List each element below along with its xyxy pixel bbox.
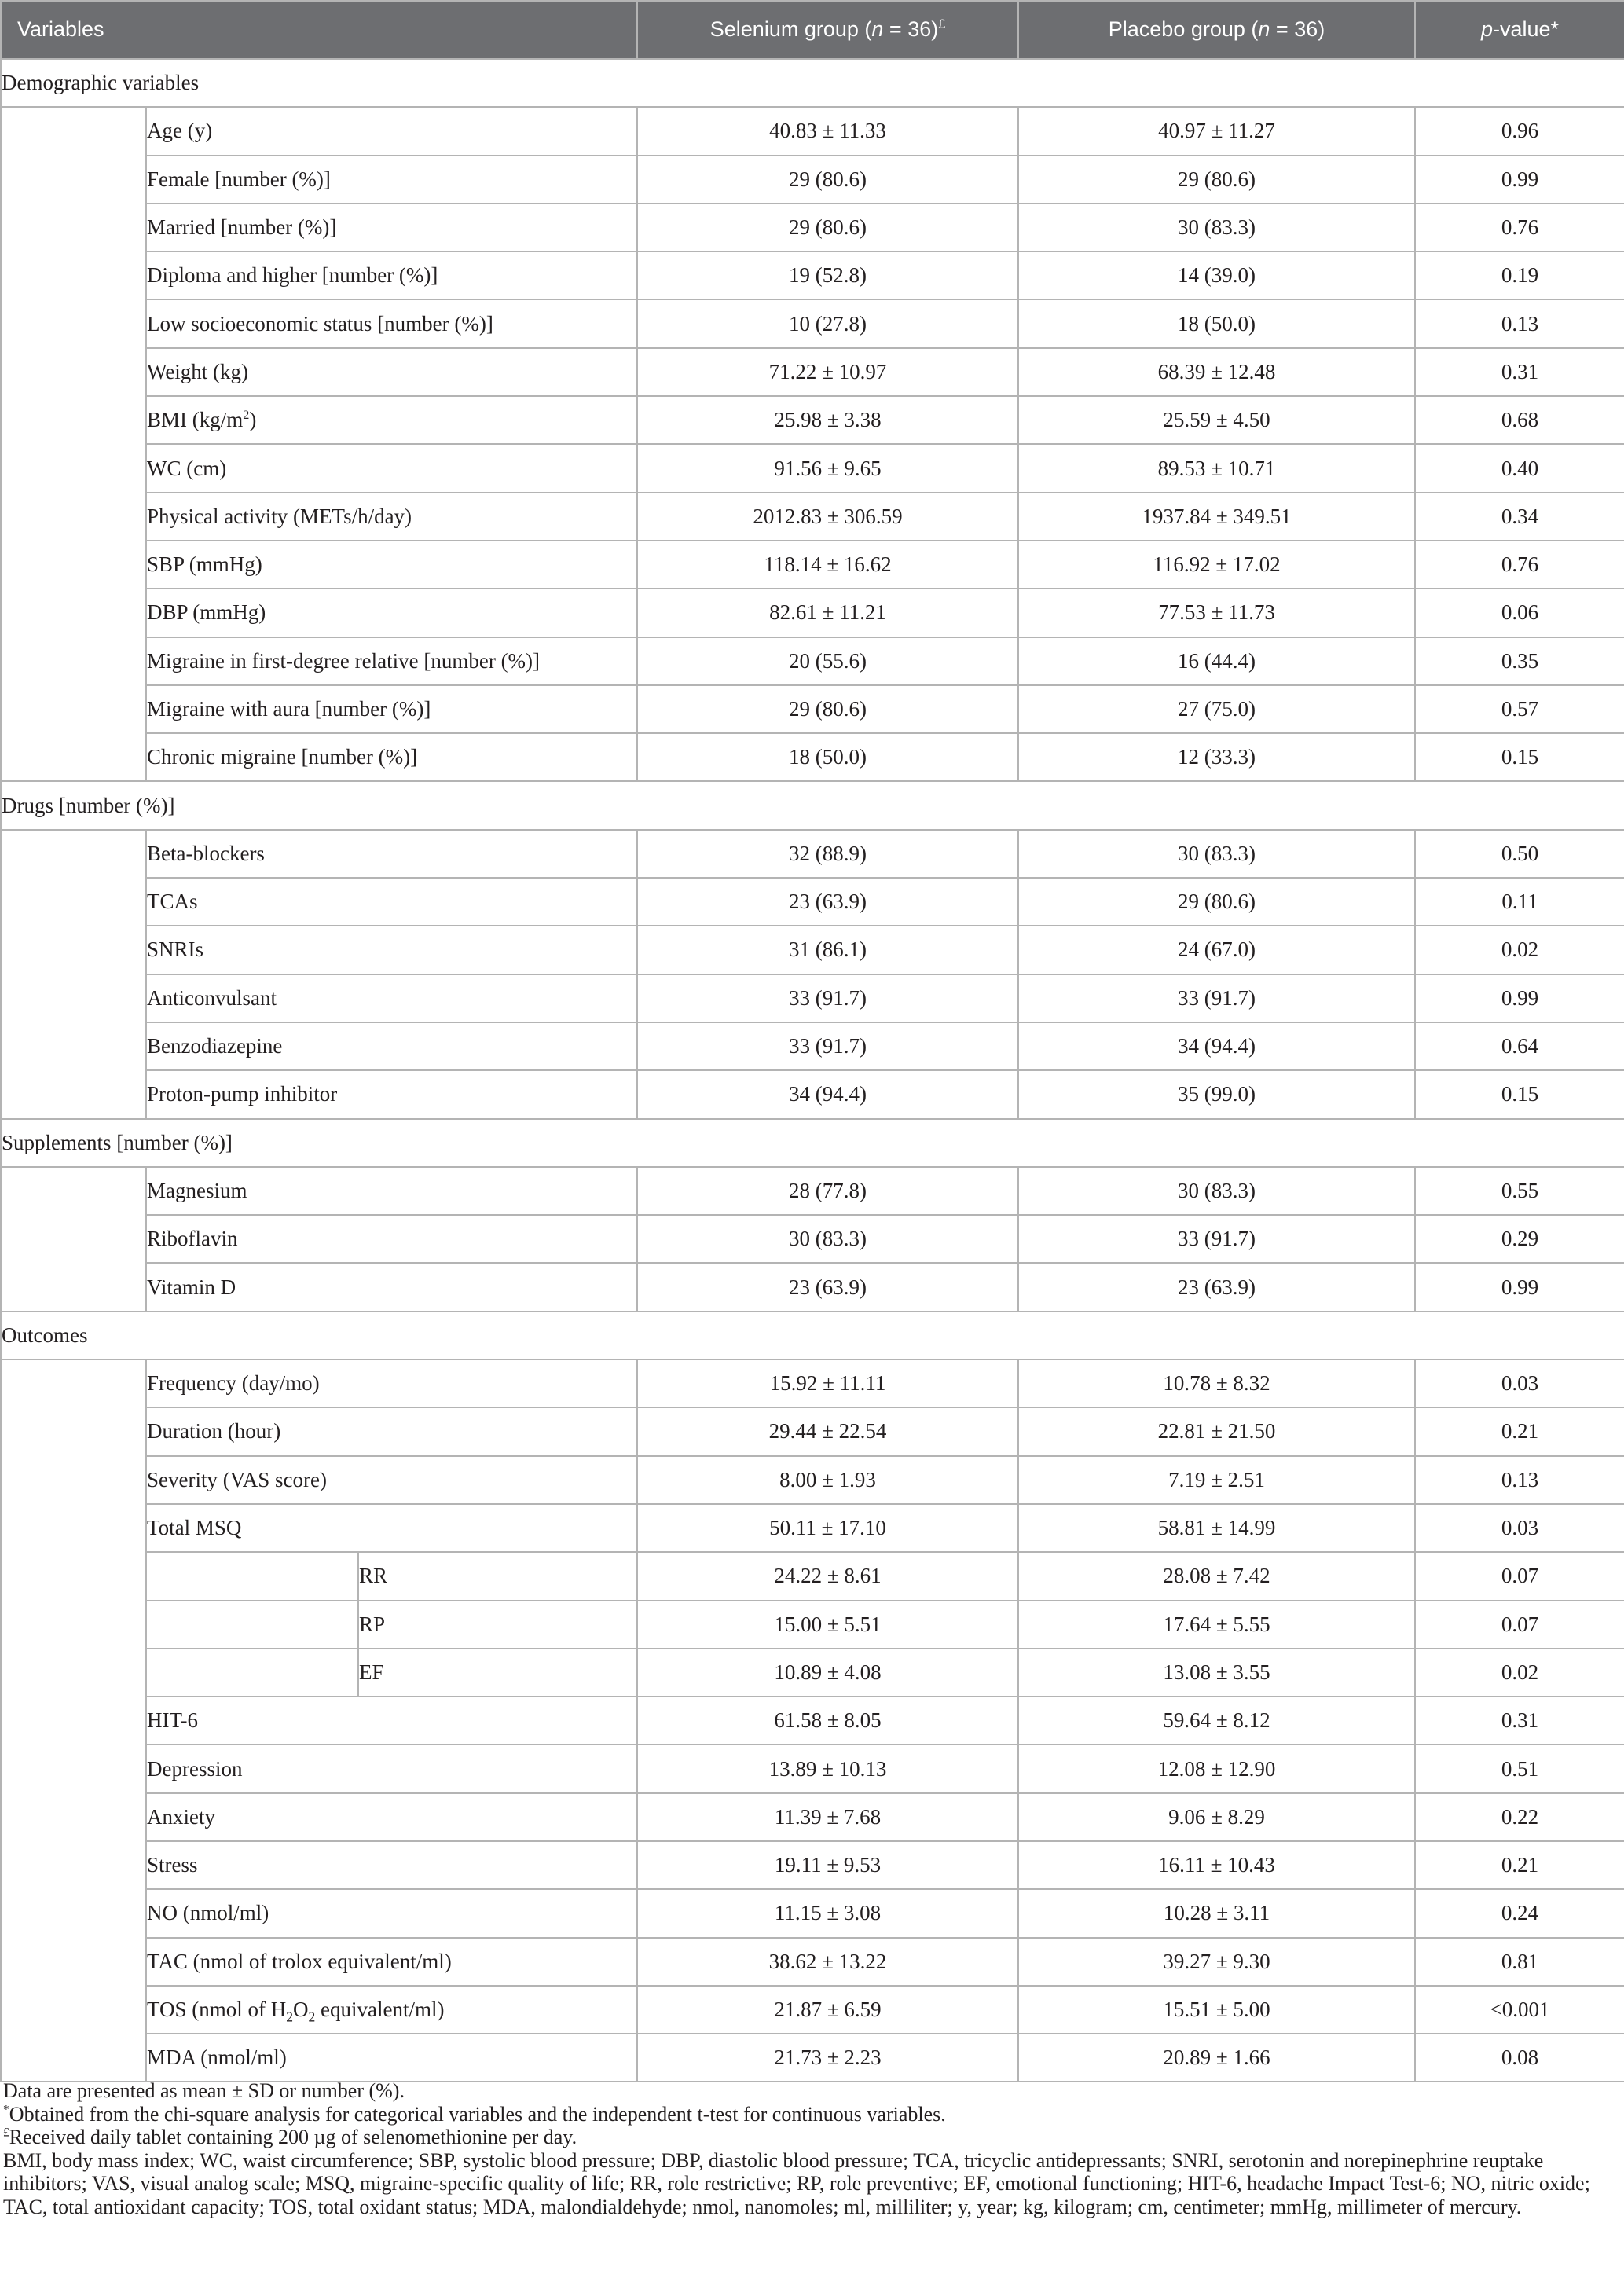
selenium-value: 13.89 ± 10.13	[637, 1745, 1018, 1792]
selenium-value: 34 (94.4)	[637, 1070, 1018, 1118]
section-indent-cell	[1, 1359, 146, 2082]
table-row	[1, 1359, 1624, 1407]
p-value: 0.31	[1415, 1697, 1624, 1745]
row-label: Proton-pump inhibitor	[146, 1070, 637, 1118]
header-p-value: p-value*	[1415, 1, 1624, 59]
placebo-value: 58.81 ± 14.99	[1018, 1504, 1415, 1552]
selenium-value: 33 (91.7)	[637, 1022, 1018, 1070]
row-label: Depression	[146, 1745, 637, 1792]
table-row	[1, 830, 1624, 878]
table-row	[1, 1263, 1624, 1311]
p-value: 0.64	[1415, 1022, 1624, 1070]
row-label: Anxiety	[146, 1793, 637, 1841]
placebo-value: 24 (67.0)	[1018, 926, 1415, 974]
selenium-value: 29 (80.6)	[637, 685, 1018, 733]
placebo-value: 30 (83.3)	[1018, 830, 1415, 878]
p-value: 0.11	[1415, 878, 1624, 926]
row-label: BMI $(kg/m^2)$	[146, 396, 637, 444]
p-value: 0.99	[1415, 1263, 1624, 1311]
p-value: 0.03	[1415, 1359, 1624, 1407]
p-value: 0.15	[1415, 733, 1624, 781]
selenium-value: 15.00 ± 5.51	[637, 1601, 1018, 1649]
table-row	[1, 1070, 1624, 1118]
selenium-value: 82.61 ± 11.21	[637, 589, 1018, 637]
selenium-value: 38.62 ± 13.22	[637, 1938, 1018, 1986]
placebo-value: 30 (83.3)	[1018, 204, 1415, 251]
row-label: Beta-blockers	[146, 830, 637, 878]
selenium-value: 61.58 ± 8.05	[637, 1697, 1018, 1745]
p-value: 0.15	[1415, 1070, 1624, 1118]
p-value: 0.21	[1415, 1407, 1624, 1455]
p-value: 0.21	[1415, 1841, 1624, 1889]
placebo-value: 16 (44.4)	[1018, 637, 1415, 685]
section-indent-cell	[1, 107, 146, 781]
row-label: Duration (hour)	[146, 1407, 637, 1455]
section-header-row	[1, 1119, 1624, 1167]
row-label: DBP (mmHg)	[146, 589, 637, 637]
row-label: MDA (nmol/ml)	[146, 2034, 637, 2082]
p-value: 0.13	[1415, 299, 1624, 347]
section-header-row	[1, 1312, 1624, 1359]
row-label: Migraine with aura [number (%)]	[146, 685, 637, 733]
row-label: Migraine in first-degree relative [number (%)]	[146, 637, 637, 685]
p-value: 0.34	[1415, 493, 1624, 541]
placebo-value: 29 (80.6)	[1018, 156, 1415, 204]
placebo-value: 35 (99.0)	[1018, 1070, 1415, 1118]
row-label: Anticonvulsant	[146, 974, 637, 1022]
table-row	[1, 1697, 1624, 1745]
table-row	[1, 1745, 1624, 1792]
placebo-value: 59.64 ± 8.12	[1018, 1697, 1415, 1745]
selenium-value: 23 (63.9)	[637, 878, 1018, 926]
table-row	[1, 251, 1624, 299]
p-value: 0.13	[1415, 1456, 1624, 1504]
footnote-abbreviations: BMI, body mass index; WC, waist circumference; SBP, systolic blood pressure; DBP, diastolic blood pressure; TCA, tricyclic antidepressants; SNRI, serotonin and norepinephrine reuptake inhibitors; VAS, visual analog scale; MSQ, migraine-specific quality of life; RR, role restrictive; RP, role preventive; EF, emotional functioning; HIT-6, headache Impact Test-6; NO, nitric oxide; TAC, total antioxidant capacity; TOS, total oxidant status; MDA, malondialdehyde; nmol, nanomoles; ml, milliliter; y, year; kg, kilogram; cm, centimeter; mmHg, millimeter of mercury.	[3, 2148, 1590, 2218]
table-row	[1, 1167, 1624, 1215]
row-label: Magnesium	[146, 1167, 637, 1215]
placebo-value: 18 (50.0)	[1018, 299, 1415, 347]
placebo-value: 68.39 ± 12.48	[1018, 348, 1415, 396]
placebo-value: 25.59 ± 4.50	[1018, 396, 1415, 444]
footnote-statistics: *Obtained from the chi-square analysis for categorical variables and the independent t-test for continuous variables.	[3, 2102, 946, 2126]
selenium-value: 10.89 ± 4.08	[637, 1649, 1018, 1697]
selenium-value: 2012.83 ± 306.59	[637, 493, 1018, 541]
placebo-value: 116.92 ± 17.02	[1018, 541, 1415, 589]
sub-item-spacer-cell	[146, 1601, 358, 1649]
p-value: 0.08	[1415, 2034, 1624, 2082]
table-body	[1, 59, 1624, 2082]
table-row	[1, 1601, 1624, 1649]
placebo-value: 13.08 ± 3.55	[1018, 1649, 1415, 1697]
p-value: 0.24	[1415, 1889, 1624, 1937]
selenium-value: 21.87 ± 6.59	[637, 1986, 1018, 2034]
selenium-value: 31 (86.1)	[637, 926, 1018, 974]
row-label: Age (y)	[146, 107, 637, 155]
selenium-value: 40.83 ± 11.33	[637, 107, 1018, 155]
p-value: 0.07	[1415, 1552, 1624, 1600]
selenium-value: 71.22 ± 10.97	[637, 348, 1018, 396]
table-row	[1, 1504, 1624, 1552]
p-value: 0.99	[1415, 156, 1624, 204]
header-row	[1, 1, 1624, 59]
selenium-value: 91.56 ± 9.65	[637, 444, 1018, 492]
table-row	[1, 685, 1624, 733]
selenium-value: 32 (88.9)	[637, 830, 1018, 878]
p-value: 0.03	[1415, 1504, 1624, 1552]
table-row	[1, 396, 1624, 444]
section-title: Drugs [number (%)]	[1, 781, 1624, 829]
table-row	[1, 299, 1624, 347]
placebo-value: 30 (83.3)	[1018, 1167, 1415, 1215]
p-value: 0.19	[1415, 251, 1624, 299]
placebo-value: 16.11 ± 10.43	[1018, 1841, 1415, 1889]
selenium-value: 11.15 ± 3.08	[637, 1889, 1018, 1937]
p-value: 0.02	[1415, 926, 1624, 974]
row-label: Vitamin D	[146, 1263, 637, 1311]
table-row	[1, 589, 1624, 637]
selenium-value: 50.11 ± 17.10	[637, 1504, 1018, 1552]
table-row	[1, 541, 1624, 589]
p-value: 0.50	[1415, 830, 1624, 878]
selenium-value: 11.39 ± 7.68	[637, 1793, 1018, 1841]
placebo-value: 77.53 ± 11.73	[1018, 589, 1415, 637]
selenium-value: 8.00 ± 1.93	[637, 1456, 1018, 1504]
table-row	[1, 348, 1624, 396]
row-label: Low socioeconomic status [number (%)]	[146, 299, 637, 347]
selenium-value: 10 (27.8)	[637, 299, 1018, 347]
table-row	[1, 1456, 1624, 1504]
row-label: Weight (kg)	[146, 348, 637, 396]
selenium-value: 24.22 ± 8.61	[637, 1552, 1018, 1600]
placebo-value: 9.06 ± 8.29	[1018, 1793, 1415, 1841]
p-value: 0.99	[1415, 974, 1624, 1022]
selenium-value: 18 (50.0)	[637, 733, 1018, 781]
p-value: 0.22	[1415, 1793, 1624, 1841]
placebo-value: 33 (91.7)	[1018, 1215, 1415, 1263]
table-row	[1, 493, 1624, 541]
placebo-value: 34 (94.4)	[1018, 1022, 1415, 1070]
table-row	[1, 974, 1624, 1022]
p-value: 0.40	[1415, 444, 1624, 492]
selenium-value: 29 (80.6)	[637, 204, 1018, 251]
p-value: 0.07	[1415, 1601, 1624, 1649]
section-indent-cell	[1, 1167, 146, 1312]
p-value: 0.68	[1415, 396, 1624, 444]
table-row	[1, 1889, 1624, 1937]
placebo-value: 7.19 ± 2.51	[1018, 1456, 1415, 1504]
section-header-row	[1, 781, 1624, 829]
p-value: 0.76	[1415, 541, 1624, 589]
row-label: Married [number (%)]	[146, 204, 637, 251]
p-value: 0.57	[1415, 685, 1624, 733]
row-label: Physical activity (METs/h/day)	[146, 493, 637, 541]
placebo-value: 1937.84 ± 349.51	[1018, 493, 1415, 541]
row-label: TOS (nmol of $H_2O_2$ equivalent/ml)	[146, 1986, 637, 2034]
selenium-value: 28 (77.8)	[637, 1167, 1018, 1215]
table-row	[1, 444, 1624, 492]
table-row	[1, 878, 1624, 926]
row-label: Chronic migraine [number (%)]	[146, 733, 637, 781]
placebo-value: 12 (33.3)	[1018, 733, 1415, 781]
placebo-value: 27 (75.0)	[1018, 685, 1415, 733]
row-label: HIT-6	[146, 1697, 637, 1745]
p-value: 0.55	[1415, 1167, 1624, 1215]
row-label: SBP (mmHg)	[146, 541, 637, 589]
table-row	[1, 1022, 1624, 1070]
sub-item-spacer-cell	[146, 1649, 358, 1697]
row-label: WC (cm)	[146, 444, 637, 492]
section-title: Supplements [number (%)]	[1, 1119, 1624, 1167]
table-row	[1, 107, 1624, 155]
row-label: SNRIs	[146, 926, 637, 974]
row-label: Stress	[146, 1841, 637, 1889]
table-row	[1, 1407, 1624, 1455]
row-label: TCAs	[146, 878, 637, 926]
p-value: 0.76	[1415, 204, 1624, 251]
p-value: 0.06	[1415, 589, 1624, 637]
selenium-value: 118.14 ± 16.62	[637, 541, 1018, 589]
selenium-value: 19.11 ± 9.53	[637, 1841, 1018, 1889]
selenium-value: 19 (52.8)	[637, 251, 1018, 299]
p-value: 0.02	[1415, 1649, 1624, 1697]
table-row	[1, 1649, 1624, 1697]
row-label: NO (nmol/ml)	[146, 1889, 637, 1937]
table-row	[1, 1793, 1624, 1841]
section-title: Demographic variables	[1, 59, 1624, 107]
row-label: Diploma and higher [number (%)]	[146, 251, 637, 299]
selenium-value: 29.44 ± 22.54	[637, 1407, 1018, 1455]
p-value: 0.31	[1415, 348, 1624, 396]
table-row	[1, 1552, 1624, 1600]
p-value: 0.29	[1415, 1215, 1624, 1263]
section-title: Outcomes	[1, 1312, 1624, 1359]
row-label: Frequency (day/mo)	[146, 1359, 637, 1407]
section-header-row	[1, 59, 1624, 107]
p-value: 0.96	[1415, 107, 1624, 155]
placebo-value: 22.81 ± 21.50	[1018, 1407, 1415, 1455]
table-row	[1, 156, 1624, 204]
selenium-value: 30 (83.3)	[637, 1215, 1018, 1263]
selenium-value: 25.98 ± 3.38	[637, 396, 1018, 444]
placebo-value: 28.08 ± 7.42	[1018, 1552, 1415, 1600]
p-value: <0.001	[1415, 1986, 1624, 2034]
row-label: RR	[358, 1552, 637, 1600]
header-variables: Variables	[1, 1, 637, 59]
selenium-value: 23 (63.9)	[637, 1263, 1018, 1311]
table-row	[1, 733, 1624, 781]
row-label: Severity (VAS score)	[146, 1456, 637, 1504]
row-label: Total MSQ	[146, 1504, 637, 1552]
table-row	[1, 2034, 1624, 2082]
placebo-value: 14 (39.0)	[1018, 251, 1415, 299]
row-label: TAC (nmol of trolox equivalent/ml)	[146, 1938, 637, 1986]
p-value: 0.81	[1415, 1938, 1624, 1986]
placebo-value: 10.78 ± 8.32	[1018, 1359, 1415, 1407]
selenium-value: 29 (80.6)	[637, 156, 1018, 204]
placebo-value: 10.28 ± 3.11	[1018, 1889, 1415, 1937]
placebo-value: 40.97 ± 11.27	[1018, 107, 1415, 155]
p-value: 0.35	[1415, 637, 1624, 685]
placebo-value: 33 (91.7)	[1018, 974, 1415, 1022]
placebo-value: 29 (80.6)	[1018, 878, 1415, 926]
row-label: EF	[358, 1649, 637, 1697]
table-row	[1, 1215, 1624, 1263]
placebo-value: 20.89 ± 1.66	[1018, 2034, 1415, 2082]
table-row	[1, 204, 1624, 251]
section-indent-cell	[1, 830, 146, 1119]
sub-item-spacer-cell	[146, 1552, 358, 1600]
table-row	[1, 637, 1624, 685]
placebo-value: 23 (63.9)	[1018, 1263, 1415, 1311]
selenium-value: 33 (91.7)	[637, 974, 1018, 1022]
placebo-value: 15.51 ± 5.00	[1018, 1986, 1415, 2034]
row-label: RP	[358, 1601, 637, 1649]
placebo-value: 17.64 ± 5.55	[1018, 1601, 1415, 1649]
table-row	[1, 1841, 1624, 1889]
selenium-value: 15.92 ± 11.11	[637, 1359, 1018, 1407]
header-selenium-group: Selenium group (n = 36)£	[637, 1, 1018, 59]
table-row	[1, 1986, 1624, 2034]
table-row	[1, 1938, 1624, 1986]
footnote-data-presentation: Data are presented as mean ± SD or number (%).	[3, 2079, 405, 2102]
row-label: Female [number (%)]	[146, 156, 637, 204]
placebo-value: 12.08 ± 12.90	[1018, 1745, 1415, 1792]
p-value: 0.51	[1415, 1745, 1624, 1792]
placebo-value: 39.27 ± 9.30	[1018, 1938, 1415, 1986]
header-placebo-group: Placebo group (n = 36)	[1018, 1, 1415, 59]
placebo-value: 89.53 ± 10.71	[1018, 444, 1415, 492]
table-footnotes	[3, 2079, 1620, 2218]
row-label: Riboflavin	[146, 1215, 637, 1263]
selenium-value: 21.73 ± 2.23	[637, 2034, 1018, 2082]
selenium-value: 20 (55.6)	[637, 637, 1018, 685]
table-row	[1, 926, 1624, 974]
row-label: Benzodiazepine	[146, 1022, 637, 1070]
footnote-selenium-dose: £Received daily tablet containing 200 µg of selenomethionine per day.	[3, 2126, 577, 2148]
